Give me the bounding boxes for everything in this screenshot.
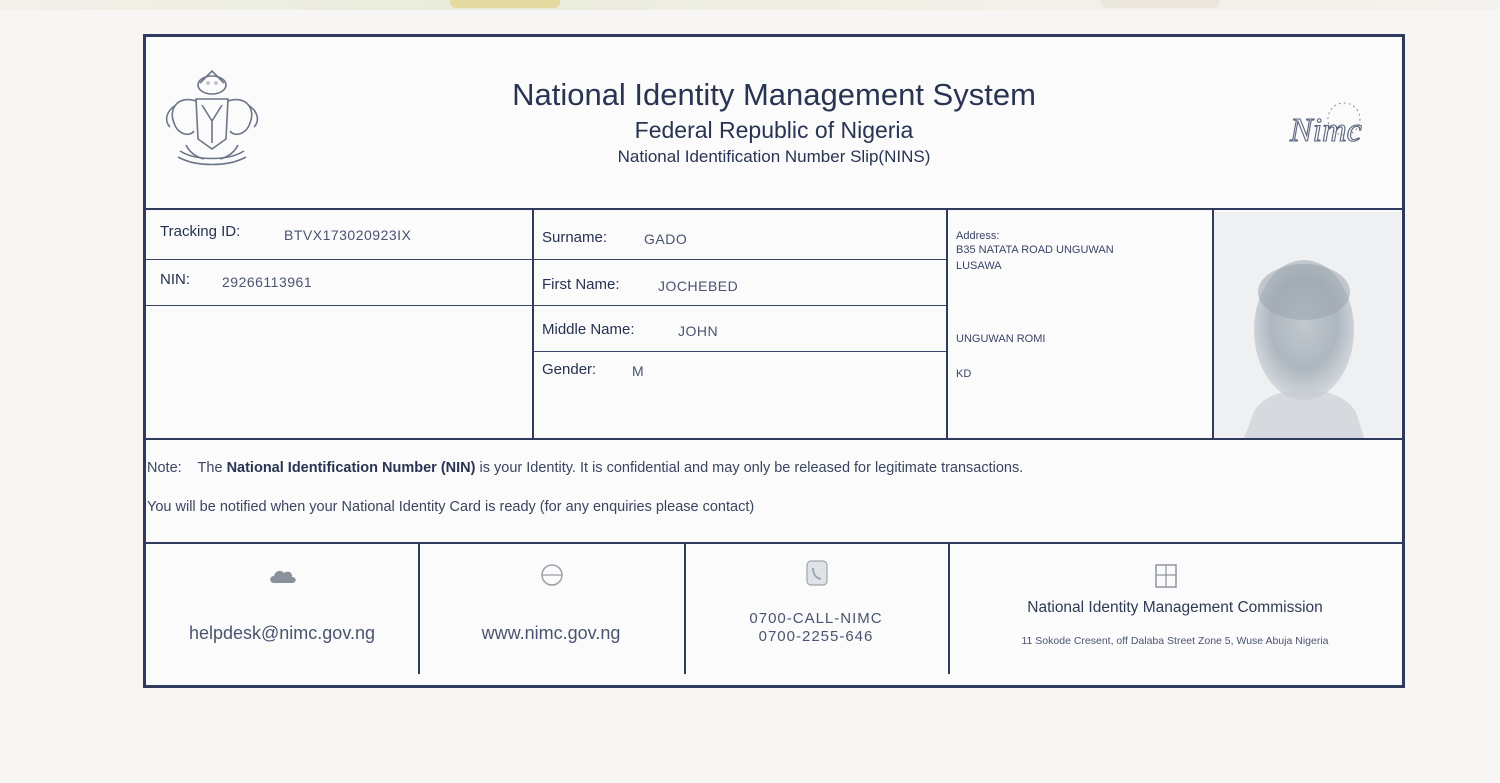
note-bold: National Identification Number (NIN) [226, 460, 476, 476]
first-name-value: JOCHEBED [658, 278, 739, 294]
address-label: Address: [956, 230, 1000, 242]
nin-value: 29266113961 [222, 274, 313, 290]
org-address: 11 Sokode Cresent, off Dalaba Street Zone 5, Wuse Abuja Nigeria [1021, 635, 1329, 647]
first-name-label: First Name: [542, 276, 620, 293]
note-the: The [197, 460, 223, 476]
building-icon [1154, 561, 1178, 589]
note-rest: is your Identity. It is confidential and may only be released for legitimate transactions. [479, 460, 1024, 476]
details-divider [146, 438, 1402, 440]
note-line-2: You will be notified when your National Identity Card is ready (for any enquiries please contact) [147, 499, 755, 515]
nimc-logo-icon [1286, 97, 1396, 157]
note-line-1 [147, 460, 1023, 476]
gender-value: M [632, 363, 645, 379]
middle-name-label: Middle Name: [542, 321, 635, 338]
middle-name-value: JOHN [678, 323, 719, 339]
address-line1: B35 NATATA ROAD UNGUWAN [956, 244, 1114, 256]
nin-slip [143, 34, 1405, 688]
tracking-id-label: Tracking ID: [160, 223, 241, 240]
address-town: UNGUWAN ROMI [956, 333, 1046, 345]
website: www.nimc.gov.ng [481, 623, 621, 643]
background-top-strip [0, 0, 1500, 10]
phone-line-1: 0700-CALL-NIMC [749, 610, 883, 627]
phone-icon [804, 559, 830, 587]
note-prefix: Note: [147, 460, 182, 476]
globe-icon [540, 563, 564, 587]
tracking-id-value: BTVX173020923IX [284, 227, 412, 243]
nimc-logo-text: Nimc [1290, 112, 1362, 149]
surname-value: GADO [644, 231, 688, 247]
portrait-icon [1214, 212, 1401, 438]
slip-title: National Identity Management System [512, 77, 1036, 112]
note-divider [146, 542, 1402, 544]
gender-label: Gender: [542, 361, 597, 378]
address-state: KD [956, 368, 972, 380]
surname-label: Surname: [542, 229, 608, 246]
holder-photo [1214, 212, 1401, 438]
address-line2: LUSAWA [956, 260, 1002, 272]
slip-name: National Identification Number Slip(NINS) [617, 147, 931, 166]
phone-line-2: 0700-2255-646 [758, 628, 874, 645]
org-name: National Identity Management Commission [1027, 599, 1323, 616]
cloud-icon [268, 567, 298, 585]
phone-numbers [684, 610, 948, 646]
nin-label: NIN: [160, 271, 190, 288]
helpdesk-email: helpdesk@nimc.gov.ng [188, 623, 376, 643]
country-name: Federal Republic of Nigeria [634, 117, 914, 143]
